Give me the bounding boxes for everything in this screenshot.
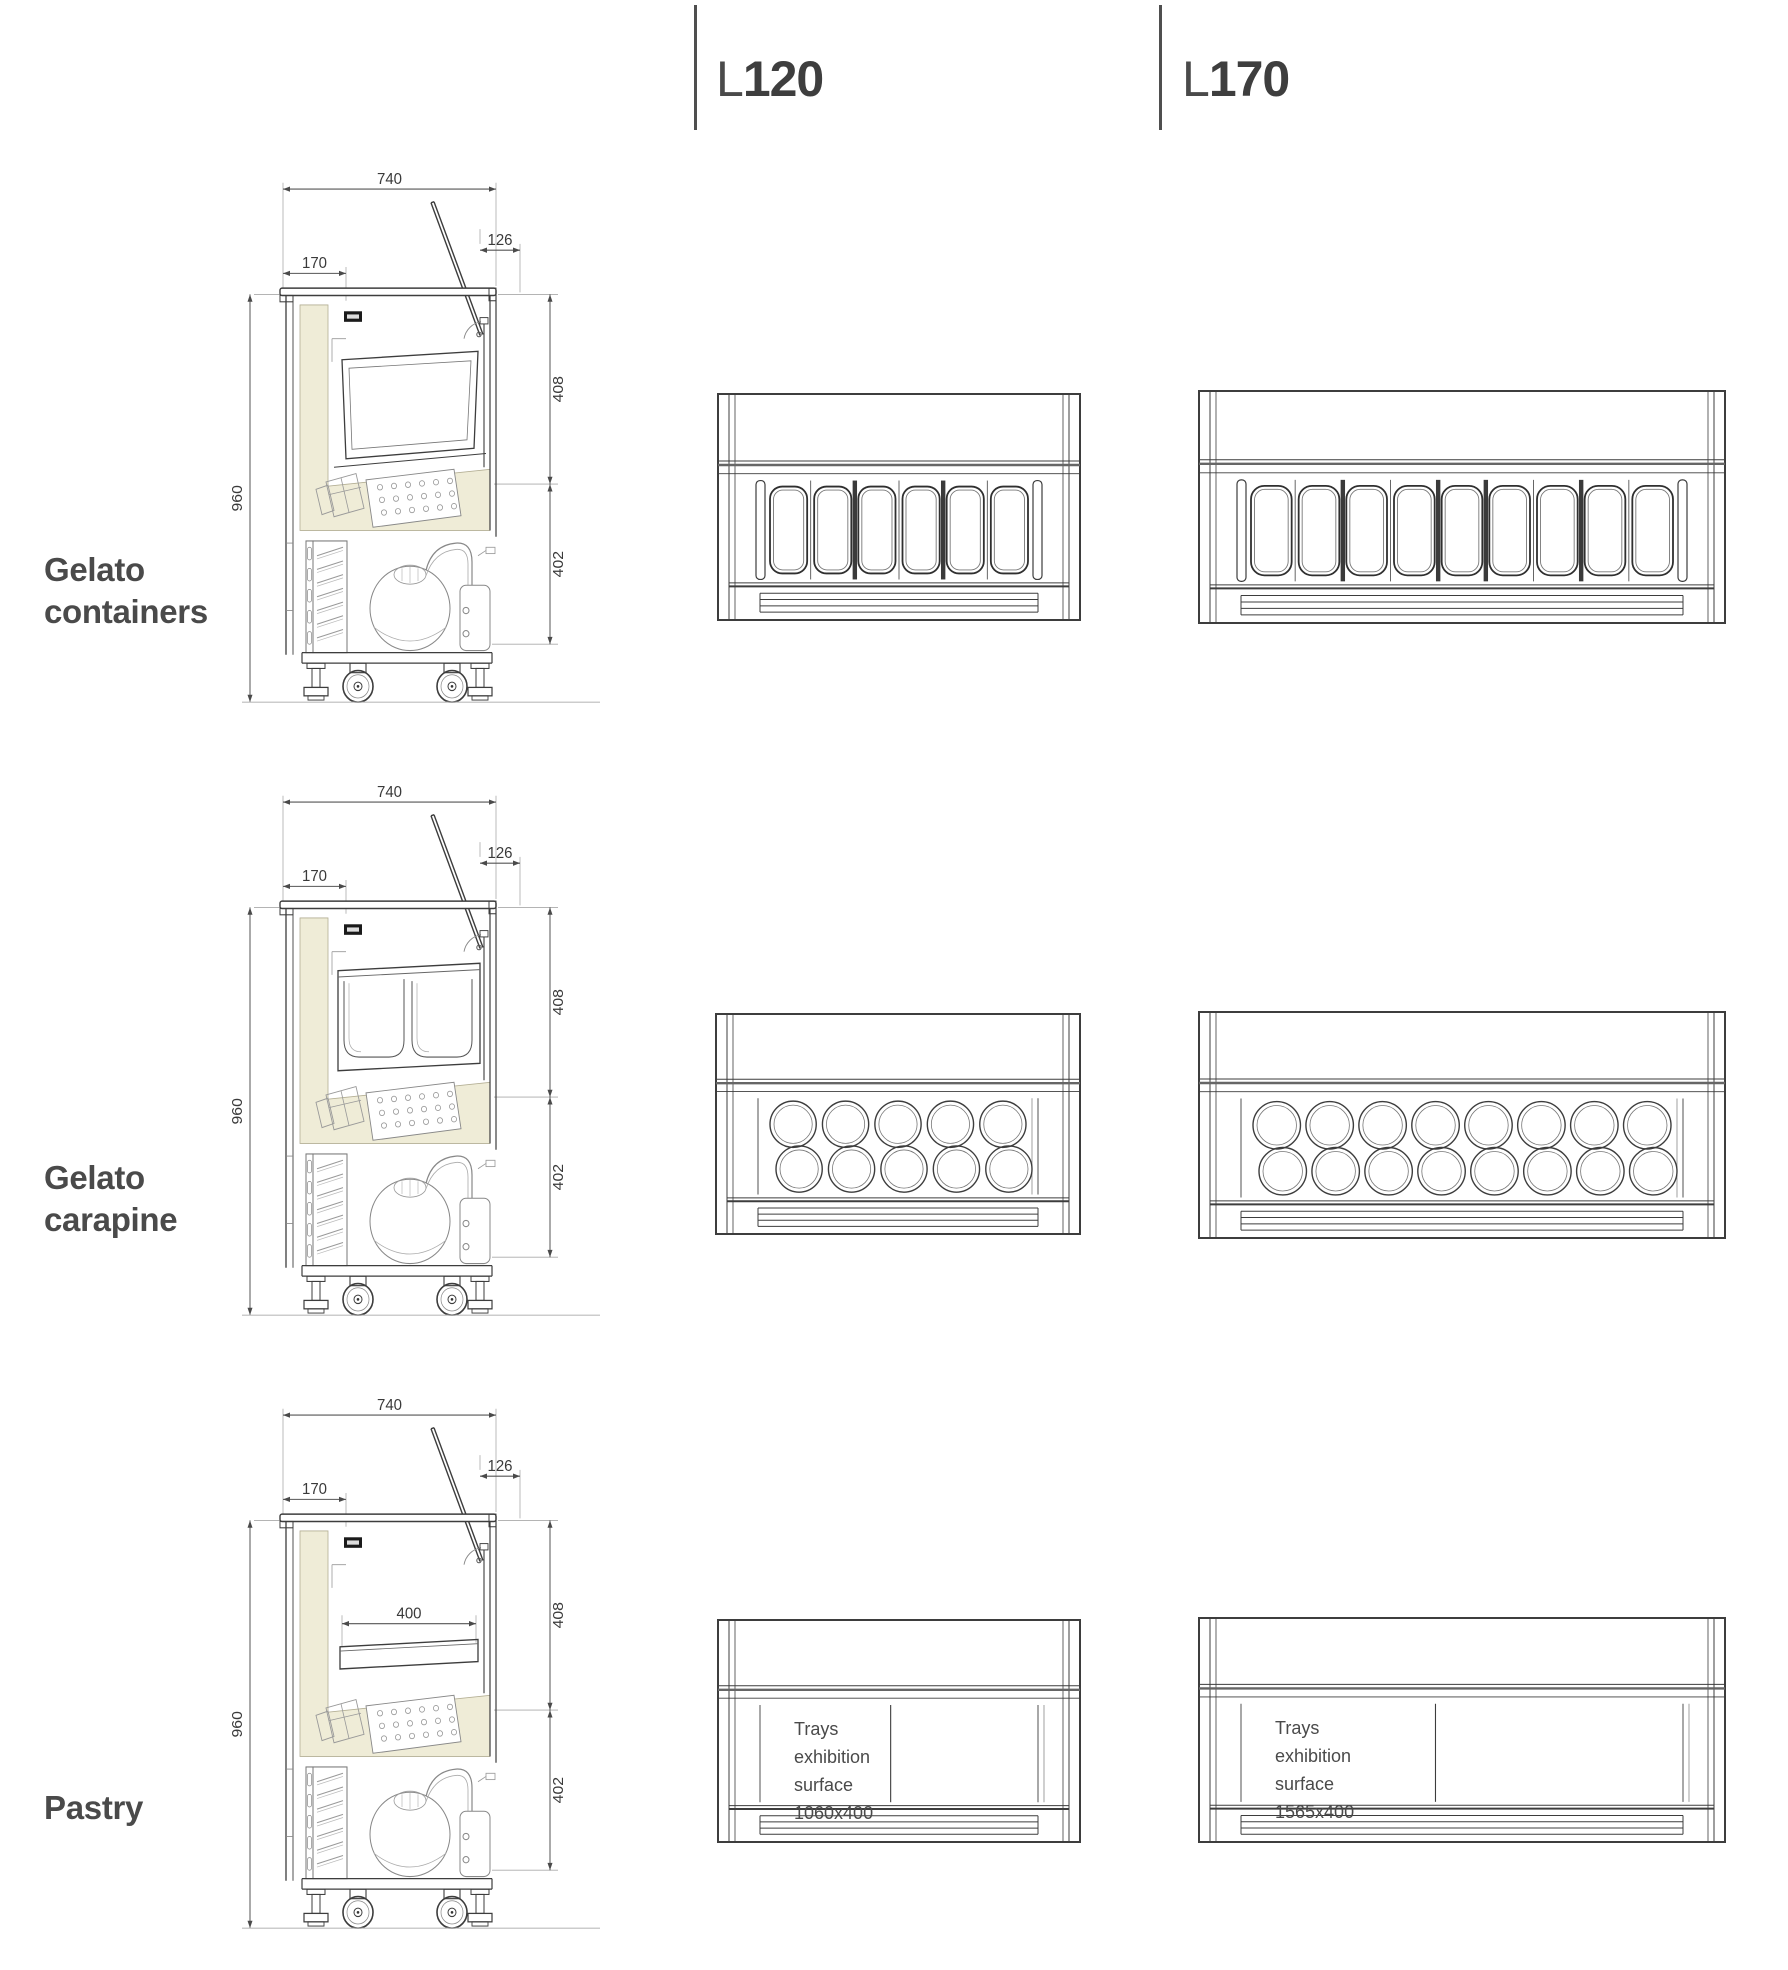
svg-text:170: 170 xyxy=(301,1480,328,1499)
model-prefix: L xyxy=(1182,51,1209,107)
svg-text:740: 740 xyxy=(376,783,403,801)
row-label-pastry: Pastry xyxy=(44,1789,144,1826)
model-heading-l170 xyxy=(1182,50,1289,108)
cross-section-gelato-carapine xyxy=(228,781,608,1371)
svg-text:170: 170 xyxy=(301,867,328,886)
svg-text:960: 960 xyxy=(229,1098,246,1125)
row-label-gelato-carapine: Gelato carapine xyxy=(44,1159,178,1238)
svg-text:740: 740 xyxy=(376,1396,403,1414)
svg-text:surface: surface xyxy=(794,1775,854,1796)
svg-text:402: 402 xyxy=(550,550,567,578)
header-divider-l120 xyxy=(694,5,697,130)
row-label-gelato-containers: Gelato containers xyxy=(44,551,208,630)
svg-text:126: 126 xyxy=(487,844,513,863)
svg-text:126: 126 xyxy=(487,231,513,250)
svg-text:1060x400: 1060x400 xyxy=(794,1803,874,1824)
model-prefix: L xyxy=(716,51,743,107)
svg-text:960: 960 xyxy=(229,485,246,512)
svg-text:400: 400 xyxy=(396,1605,422,1623)
svg-text:surface: surface xyxy=(1275,1773,1335,1794)
top-view-l170-gelato-containers xyxy=(1197,389,1727,625)
header-divider-l170 xyxy=(1159,5,1162,130)
svg-text:960: 960 xyxy=(229,1711,246,1738)
svg-text:exhibition: exhibition xyxy=(794,1747,871,1768)
svg-text:Trays: Trays xyxy=(794,1719,839,1740)
top-view-l170-gelato-carapine xyxy=(1197,1010,1727,1240)
model-heading-l120 xyxy=(716,50,823,108)
model-number: 120 xyxy=(742,51,824,107)
svg-text:exhibition: exhibition xyxy=(1275,1745,1352,1766)
top-view-l120-gelato-carapine xyxy=(714,1012,1082,1236)
svg-text:740: 740 xyxy=(376,170,403,188)
svg-text:402: 402 xyxy=(550,1163,567,1191)
svg-text:408: 408 xyxy=(550,376,567,403)
top-view-l170-pastry xyxy=(1197,1616,1727,1844)
svg-text:170: 170 xyxy=(301,254,328,273)
svg-text:402: 402 xyxy=(550,1776,567,1804)
svg-text:Trays: Trays xyxy=(1275,1717,1320,1738)
top-view-l120-pastry xyxy=(716,1618,1082,1844)
cross-section-pastry xyxy=(228,1394,608,1970)
svg-text:408: 408 xyxy=(550,1602,567,1629)
svg-text:408: 408 xyxy=(550,989,567,1016)
cross-section-gelato-containers xyxy=(228,168,608,758)
svg-text:126: 126 xyxy=(487,1457,513,1476)
svg-text:1565x400: 1565x400 xyxy=(1275,1801,1355,1822)
model-number: 170 xyxy=(1208,51,1290,107)
top-view-l120-gelato-containers xyxy=(716,392,1082,622)
